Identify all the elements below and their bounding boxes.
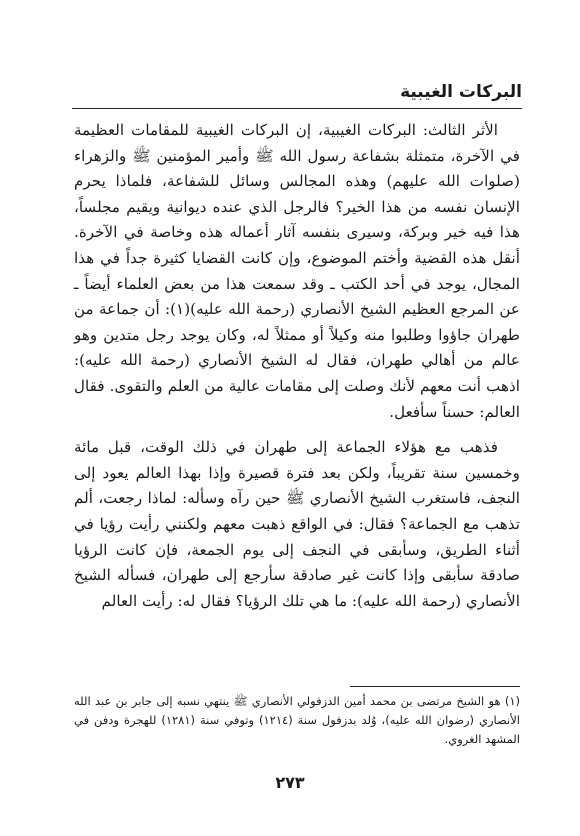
- header-rule: [72, 108, 522, 109]
- footnote: (١) هو الشيخ مرتضى بن محمد أمين الدزفولي الأنصاري ﷺ ينتهي نسبه إلى جابر بن عبد الله الأنصاري (رضوان الله عليه)، وُلد بدزفول سنة (١٢١٤) وتوفي سنة (١٢٨١) للهجرة ودفن في المشهد الغروي.: [74, 694, 520, 746]
- footnote-rule: [350, 686, 520, 687]
- running-header: البركات الغيبية: [400, 82, 522, 102]
- paragraph: فذهب مع هؤلاء الجماعة إلى طهران في ذلك الوقت، قبل مائة وخمسين سنة تقريباً، ولكن بعد فترة قصيرة وإذا بهذا العالم يعود إلى النجف، فاستغرب الشيخ الأنصاري ﷺ حين رآه وسأله: لماذا رجعت، ألم تذهب مع الجماعة؟ فقال: في الواقع ذهبت معهم ولكنني رأيت رؤيا في أثناء الطريق، وسأبقى في النجف إلى يوم الجمعة، فإن كانت الرؤيا صادقة سأبقى وإذا كانت غير صادقة سأرجع إلى طهران، فسأله الشيخ الأنصاري (رحمة الله عليه): ما هي تلك الرؤيا؟ فقال له: رأيت العالم: [74, 438, 520, 610]
- paragraph: الأثر الثالث: البركات الغيبية، إن البركات الغيبية للمقامات العظيمة في الآخرة، متمثلة بشفاعة رسول الله ﷺ وأمير المؤمنين ﷺ والزهراء (صلوات الله عليهم) وهذه المجالس وسائل للشفاعة، فلماذا يحرم الإنسان نفسه من هذا الخير؟ فالرجل الذي عنده ديوانية ويقيم مجلساً، هذا فيه خير وبركة، وسيرى بنفسه آثار أعماله هذه وخاصة في الآخرة. أنقل هذه القضية وأختم الموضوع، وإن كانت القضايا كثيرة جداً في هذا المجال، يوجد في أحد الكتب ـ وقد سمعت هذا من بعض العلماء أيضاً ـ عن المرجع العظيم الشيخ الأنصاري (رحمة الله عليه)(١): أن جماعة من طهران جاؤوا وطلبوا منه وكيلاً أو ممثلاً له، وكان يوجد رجل متدين وهو عالم من أهالي طهران، فقال له الشيخ الأنصاري (رحمة الله عليه): اذهب أنت معهم لأنك وصلت إلى مقامات عالية من العلم والتقوى. فقال العالم: حسناً سأفعل.: [74, 121, 520, 421]
- page-number: ٢٧٣: [275, 773, 305, 792]
- body-text: [74, 118, 520, 614]
